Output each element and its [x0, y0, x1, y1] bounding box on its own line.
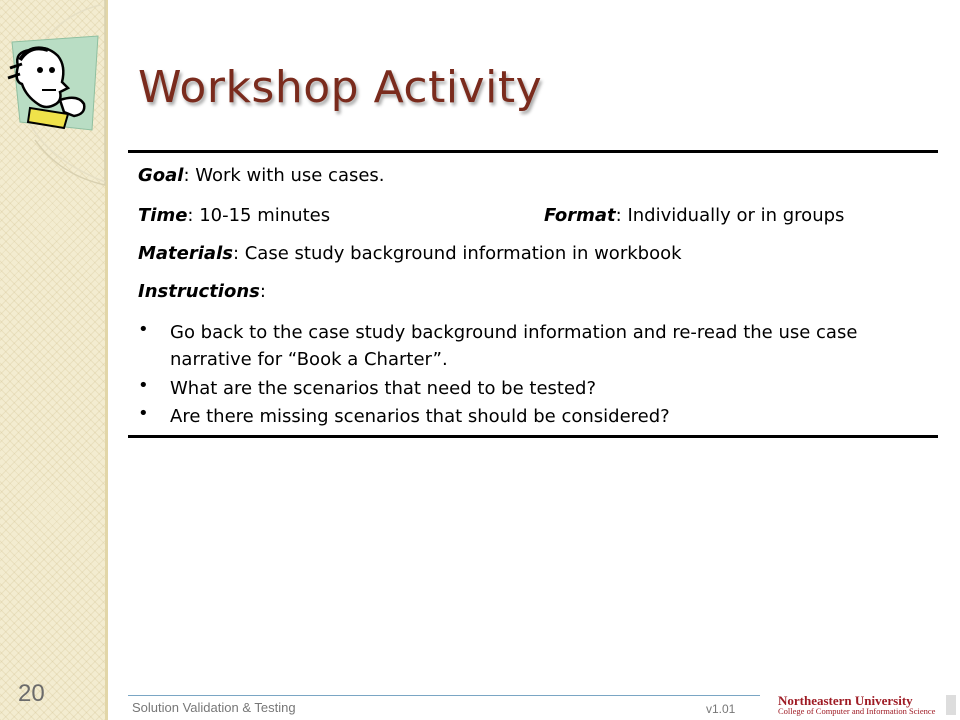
university-name: Northeastern University	[778, 693, 913, 708]
bullet-icon: •	[138, 319, 149, 340]
materials-text: : Case study background information in workbook	[232, 243, 682, 264]
goal-line	[138, 165, 385, 186]
instructions-line	[138, 281, 266, 302]
format-label: Format	[544, 205, 616, 226]
goal-label: Goal	[138, 165, 184, 186]
time-text: : 10-15 minutes	[187, 205, 331, 226]
goal-text: : Work with use cases.	[183, 165, 385, 186]
university-logo	[778, 693, 956, 717]
bullet-icon: •	[138, 403, 149, 424]
footer-course: Solution Validation & Testing	[132, 700, 296, 715]
bullet-text: Go back to the case study background information and re-read the use case narrative for “Book a Charter”.	[170, 322, 858, 370]
bullet-text: What are the scenarios that need to be tested?	[170, 378, 597, 399]
bullet-text: Are there missing scenarios that should be considered?	[170, 406, 670, 427]
bullet-icon: •	[138, 375, 149, 396]
activity-box	[128, 150, 938, 438]
format-line	[544, 205, 844, 226]
instructions-text: :	[259, 281, 266, 302]
format-text: : Individually or in groups	[615, 205, 845, 226]
time-line	[138, 205, 330, 226]
time-label: Time	[138, 205, 188, 226]
thinking-man-icon	[0, 30, 110, 140]
page-title: Workshop Activity	[138, 62, 543, 113]
footer-version: v1.01	[706, 702, 736, 716]
instructions-label: Instructions	[138, 281, 260, 302]
college-name: College of Computer and Information Science	[778, 706, 936, 716]
slide-number: 20	[18, 680, 45, 707]
footer-divider	[128, 695, 760, 696]
materials-line	[138, 243, 682, 264]
materials-label: Materials	[138, 243, 233, 264]
logo-mark	[946, 695, 956, 715]
